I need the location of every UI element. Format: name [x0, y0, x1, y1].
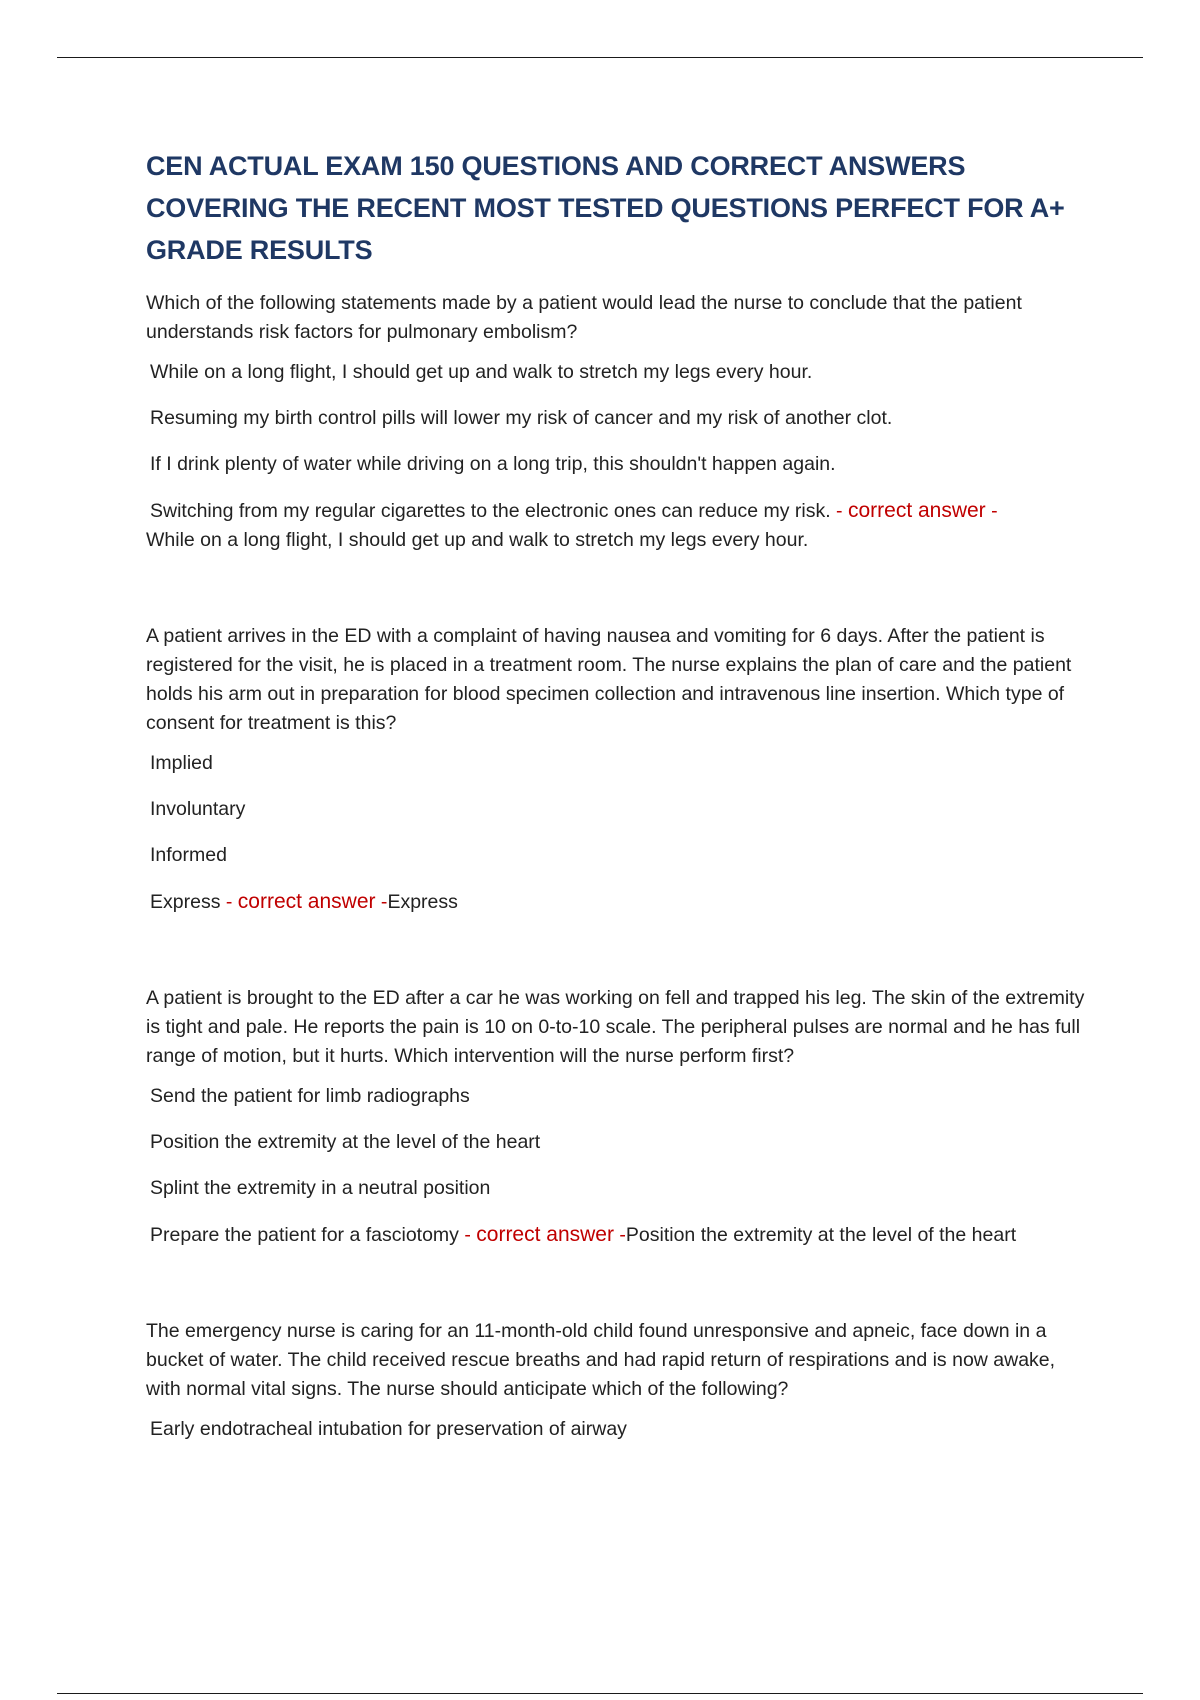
answer-option: [146, 496, 1090, 555]
answer-option: Involuntary: [150, 798, 246, 820]
separator: -: [985, 500, 998, 522]
question-block: [146, 289, 1090, 555]
correct-answer-text: Position the extremity at the level of the heart: [625, 1224, 1017, 1246]
correct-answer-label: correct answer: [847, 499, 986, 522]
question-text: The emergency nurse is caring for an 11-month-old child found unresponsive and apneic, face down in a bucket of water. The child received rescue breaths and had rapid return of respirations and is now awake, with normal vital signs. The nurse should anticipate which of the following?: [146, 1320, 1056, 1400]
question-text: A patient arrives in the ED with a complaint of having nausea and vomiting for 6 days. After the patient is registered for the visit, he is placed in a treatment room. The nurse explains the plan of care and the patient holds his arm out in preparation for blood specimen collection and intravenous line insertion. Which type of consent for treatment is this?: [146, 625, 1072, 734]
answer-option: If I drink plenty of water while driving on a long trip, this shouldn't happen again.: [150, 453, 836, 475]
answer-option: Resuming my birth control pills will lower my risk of cancer and my risk of another clot.: [150, 407, 893, 429]
option-text: Switching from my regular cigarettes to the electronic ones can reduce my risk.: [150, 500, 831, 522]
answer-option: Informed: [150, 844, 227, 866]
question-block: [146, 622, 1090, 917]
separator: -: [613, 1224, 626, 1246]
answer-option: Splint the extremity in a neutral position: [150, 1177, 491, 1199]
question-block: [146, 1317, 1090, 1444]
footer-rule: [57, 1693, 1143, 1694]
answer-option: [150, 1220, 1090, 1250]
question-text: A patient is brought to the ED after a car he was working on fell and trapped his leg. The skin of the extremity is tight and pale. He reports the pain is 10 on 0-to-10 scale. The peripheral pulses are normal and he has full range of motion, but it hurts. Which intervention will the nurse perform first?: [146, 987, 1085, 1067]
correct-answer-label: correct answer: [237, 890, 376, 913]
question-block: [146, 984, 1090, 1250]
option-text: Prepare the patient for a fasciotomy: [150, 1224, 459, 1246]
answer-option: [150, 887, 1090, 917]
answer-option: Early endotracheal intubation for preservation of airway: [150, 1418, 627, 1440]
document-body: [146, 145, 1090, 1511]
separator: -: [458, 1224, 477, 1246]
correct-answer-label: correct answer: [476, 1223, 614, 1246]
separator: -: [375, 891, 388, 913]
answer-option: Send the patient for limb radiographs: [150, 1085, 470, 1107]
option-text: Express: [150, 891, 221, 913]
correct-answer-text: Express: [387, 891, 458, 913]
answer-option: Implied: [150, 752, 213, 774]
separator: -: [830, 500, 848, 522]
correct-answer-text: While on a long flight, I should get up and walk to stretch my legs every hour.: [146, 529, 809, 551]
header-rule: [57, 57, 1143, 58]
answer-option: While on a long flight, I should get up and walk to stretch my legs every hour.: [150, 361, 813, 383]
question-text: Which of the following statements made by a patient would lead the nurse to conclude that the patient understands risk factors for pulmonary embolism?: [146, 292, 1022, 343]
answer-option: Position the extremity at the level of the heart: [150, 1131, 541, 1153]
document-title: CEN ACTUAL EXAM 150 QUESTIONS AND CORRECT ANSWERS COVERING THE RECENT MOST TESTED QUESTIONS PERFECT FOR A+ GRADE RESULTS: [146, 151, 1065, 265]
separator: -: [220, 891, 238, 913]
